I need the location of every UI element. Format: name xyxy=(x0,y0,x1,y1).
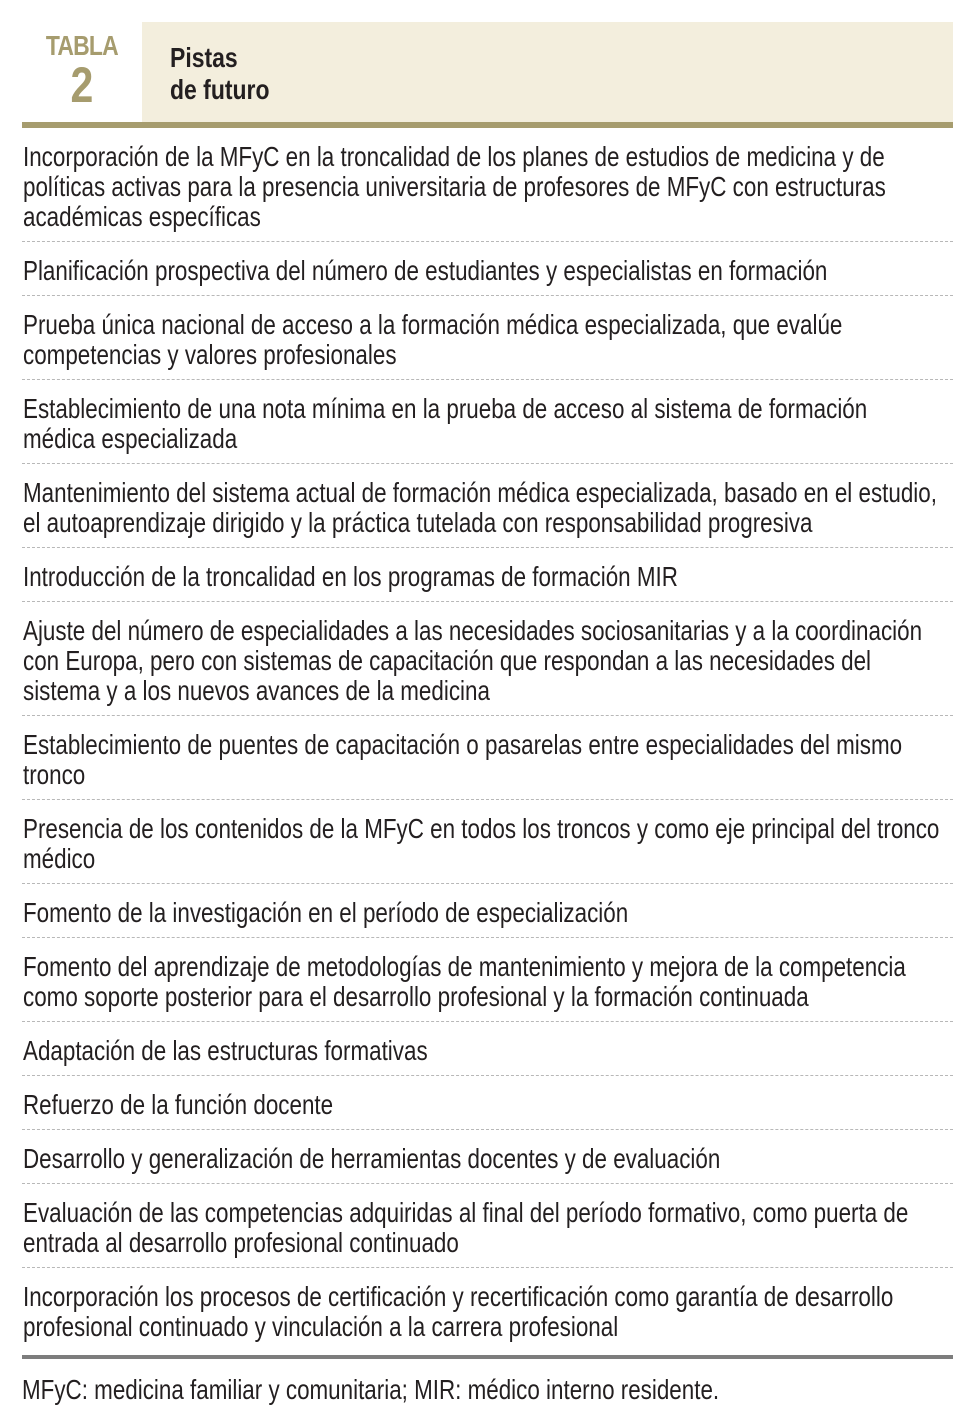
table-row-text: Ajuste del número de especialidades a las necesidades sociosanitarias y a la coordinación con Europa, pero con sistemas de capacitación que respondan a las necesidades del sistema y a los nuevos avances de la medicina xyxy=(23,615,923,706)
table-row-text: Adaptación de las estructuras formativas xyxy=(23,1035,428,1066)
table-row xyxy=(22,602,953,716)
table-label xyxy=(22,22,142,122)
table-row xyxy=(22,1076,953,1130)
table-bottom-divider xyxy=(22,1355,953,1359)
table-row xyxy=(22,1022,953,1076)
table-title-line1: Pistas xyxy=(170,42,238,73)
table-body xyxy=(22,128,953,1351)
table-footnote xyxy=(22,1375,953,1405)
table-row-text: Mantenimiento del sistema actual de formación médica especializada, basado en el estudio, el autoaprendizaje dirigido y la práctica tutelada con responsabilidad progresiva xyxy=(23,477,937,538)
table-row xyxy=(22,800,953,884)
table-row-text: Introducción de la troncalidad en los programas de formación MIR xyxy=(23,561,678,592)
table-footnote-text: MFyC: medicina familiar y comunitaria; MIR: médico interno residente. xyxy=(22,1374,720,1405)
table-row-text: Establecimiento de una nota mínima en la prueba de acceso al sistema de formación médica especializada xyxy=(23,393,868,454)
table-row xyxy=(22,938,953,1022)
table-title-line2: de futuro xyxy=(170,74,270,105)
table-row xyxy=(22,464,953,548)
table-row-text: Incorporación los procesos de certificación y recertificación como garantía de desarrollo profesional continuado y vinculación a la carrera profesional xyxy=(23,1281,894,1342)
table-row xyxy=(22,128,953,242)
table-row xyxy=(22,242,953,296)
table-label-word: TABLA xyxy=(45,30,118,61)
table-row-text: Evaluación de las competencias adquiridas al final del período formativo, como puerta de entrada al desarrollo profesional continuado xyxy=(23,1197,909,1258)
table-row xyxy=(22,1130,953,1184)
table-row-text: Fomento del aprendizaje de metodologías de mantenimiento y mejora de la competencia como soporte posterior para el desarrollo profesional y la formación continuada xyxy=(23,951,906,1012)
table-number: 2 xyxy=(70,57,94,113)
table-row-text: Refuerzo de la función docente xyxy=(23,1089,334,1120)
table-row xyxy=(22,716,953,800)
table-row-text: Incorporación de la MFyC en la troncalidad de los planes de estudios de medicina y de políticas activas para la presencia universitaria de profesores de MFyC con estructuras académicas específicas xyxy=(23,141,886,232)
table-row xyxy=(22,884,953,938)
table-row xyxy=(22,548,953,602)
table-row-text: Prueba única nacional de acceso a la formación médica especializada, que evalúe competencias y valores profesionales xyxy=(23,309,843,370)
table-row xyxy=(22,380,953,464)
table-row xyxy=(22,1268,953,1351)
table-row xyxy=(22,296,953,380)
table-row-text: Planificación prospectiva del número de estudiantes y especialistas en formación xyxy=(23,255,828,286)
table-header xyxy=(22,22,953,122)
table xyxy=(22,22,953,1405)
table-row-text: Establecimiento de puentes de capacitación o pasarelas entre especialidades del mismo tronco xyxy=(23,729,903,790)
table-title xyxy=(142,22,953,122)
table-row-text: Presencia de los contenidos de la MFyC en todos los troncos y como eje principal del tronco médico xyxy=(23,813,940,874)
table-row-text: Desarrollo y generalización de herramientas docentes y de evaluación xyxy=(23,1143,721,1174)
table-row-text: Fomento de la investigación en el período de especialización xyxy=(23,897,629,928)
table-row xyxy=(22,1184,953,1268)
